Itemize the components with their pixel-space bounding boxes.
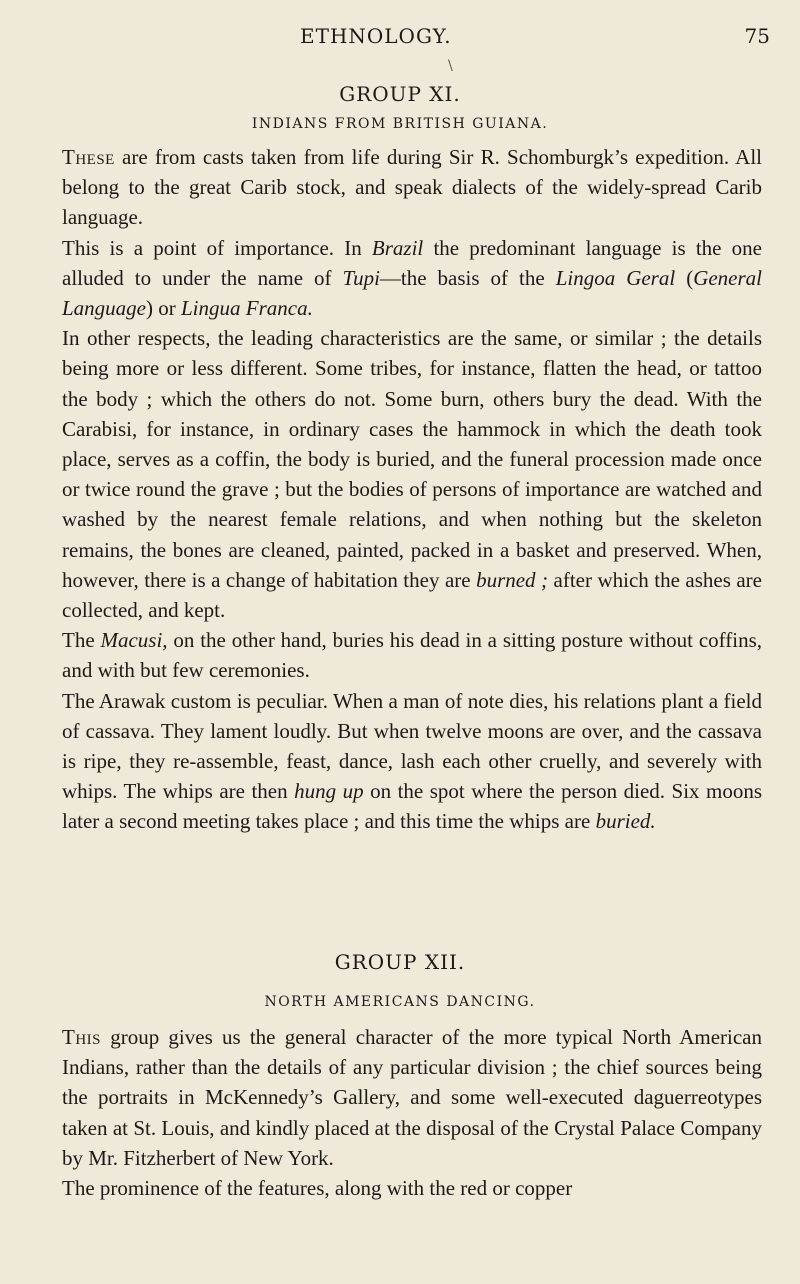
italic-term: Brazil [371,235,424,260]
italic-term: hung up [294,779,364,804]
italic-term: buried. [595,809,656,834]
text: ( [686,265,694,290]
group-xi-subheading: INDIANS FROM BRITISH GUIANA. [251,116,549,132]
running-head [0,18,800,52]
text: group gives us the general character of the more typical North American Indians, rather than the details of any particular division ; the chief sources being the portraits in McKennedy’s Gallery, and some well-executed daguerreotypes taken at St. Louis, and kindly placed at the disposal of the Crystal Palace Company by Mr. Fitzherbert of New York. [62,1025,762,1170]
text: The Arawak custom is peculiar. When a man of note dies, his relations plant a field of cassava. They lament loudly. But when twelve moons are over, and the cassava is ripe, they re-assemble, feast, dance, lash each other cruelly, and severely with whips. The whips are then [62,688,762,804]
text: In other respects, the leading characteristics are the same, or similar ; the details being more or less different. Some tribes, for instance, flatten the head, or tattoo the body ; which the others do not. Some burn, others bury the dead. With the Carabisi, for instance, in ordinary cases the hammock in which the death took place, serves as a coffin, the body is buried, and the funeral procession made once or twice round the grave ; but the bodies of persons of importance are watched and washed by the nearest female relations, and when nothing but the skeleton remains, the bones are cleaned, painted, packed in a basket and preserved. When, however, there is a change of habitation they are [62,326,762,592]
paragraph [62,1022,762,1173]
text: The [62,628,95,653]
paragraph: The prominence of the features, along with the red or copper [62,1176,573,1201]
paragraph [62,323,762,625]
page-number: 75 [744,24,770,48]
text: on the other hand, buries his dead in a sitting posture without coffins, and with but few ceremonies. [62,628,762,683]
paragraph [62,233,762,324]
italic-term: Lingua Franca. [181,296,313,321]
text: the predominant language is the one alluded to under the name of [62,235,763,290]
lead-word: These [62,145,115,169]
stray-mark: \ [448,58,453,74]
italic-term: Tupi [342,265,380,290]
paragraph [62,625,762,685]
lead-word: This [62,1025,101,1049]
text: —the basis of the [379,265,545,290]
text: ) or [146,296,176,321]
group-xii-subheading: NORTH AMERICANS DANCING. [264,994,536,1010]
text: This is a point of importance. In [62,235,362,260]
italic-term: General Language [62,265,763,321]
text: are from casts taken from life during Sir R. Schomburgk’s expedition. All belong to the great Carib stock, and speak dialects of the widely-spread Carib language. [62,145,762,230]
italic-term: burned ; [476,567,549,592]
italic-term: Macusi, [100,628,168,653]
text: on the spot where the person died. Six moons later a second meeting takes place ; and this time the whips are [62,779,763,834]
group-xi-heading: GROUP XI. [339,82,461,106]
group-xii-heading: GROUP XII. [334,950,466,974]
text: after which the ashes are collected, and kept. [62,567,762,623]
running-title: ETHNOLOGY. [300,24,452,48]
group-xii-body [62,1022,762,1203]
italic-term: Lingoa Geral [555,265,676,290]
paragraph [62,686,762,837]
paragraph [62,142,762,233]
group-xi-body [62,142,762,837]
